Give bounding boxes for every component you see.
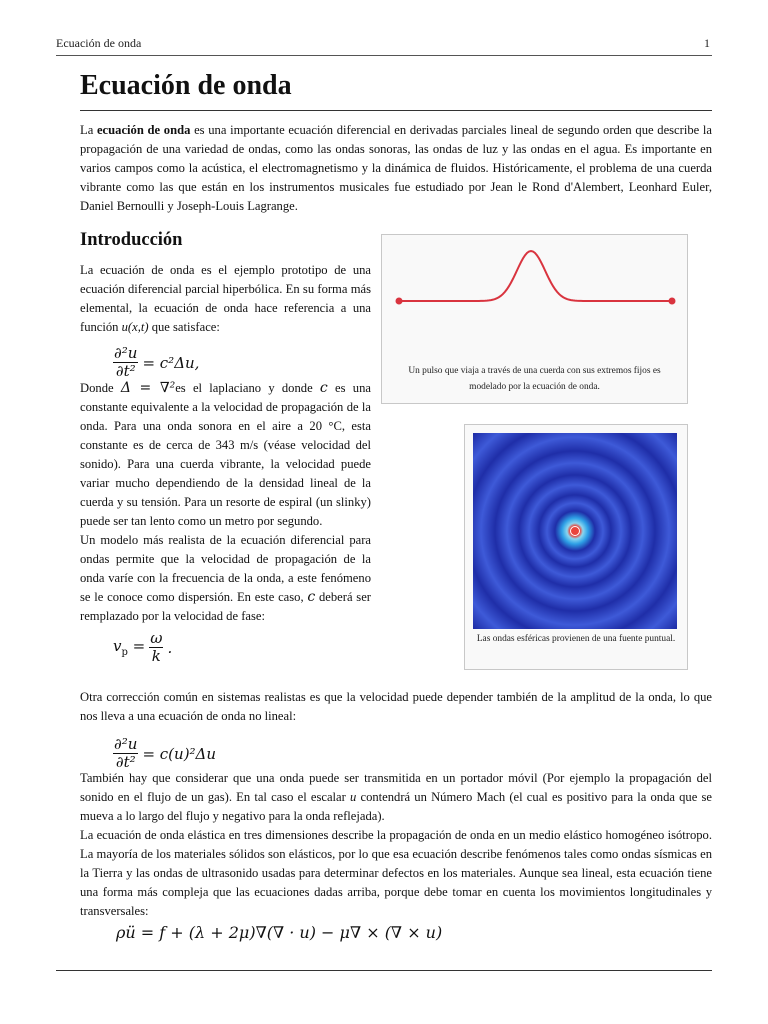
wave-equation [113, 344, 199, 380]
eq1-numerator: ∂²u [114, 344, 138, 362]
pulse-caption: Un pulso que viaja a través de una cuerda con sus extremos fijos es modelado por la ecuación de onda. [408, 366, 661, 392]
paragraph-elastic: La ecuación de onda elástica en tres dimensiones describe la propagación de onda en un medio elástico homogéneo isótropo. La mayoría de los materiales sólidos son elásticos, por lo que esa ecuación describe fenómenos tales como ondas sísmicas en la Tierra y las ondas de ultrasonido usadas para determinar defectos en los materiales. Aunque sea lineal, esta ecuación tiene una forma más compleja que las ecuaciones dadas arriba, porque debe tomar en cuenta los movimientos longitudinales y transversales: [80, 828, 712, 918]
p5-var: u [350, 790, 357, 804]
p5-a: También hay que considerar que una onda puede ser transmitida en un portador móvil (Por ejemplo la propagación del sonido en el flujo de un gas). En tal caso el escalar [80, 771, 712, 804]
elastic-wave-equation: ρü = f + (λ + 2μ)∇(∇ · u) − μ∇ × (∇ × u) [116, 923, 443, 942]
page-number: 1 [704, 36, 710, 50]
eq3-numerator: ∂²u [114, 735, 138, 753]
p5-b: contendrá un Número Mach (el cual es positivo para la onda que se mueva a lo largo del flujo y negativo para la onda reflejada). [80, 790, 712, 823]
section-heading-introduccion: Introducción [80, 230, 183, 250]
figure-pulse [381, 234, 688, 404]
p1-end: que satisface: [148, 320, 220, 334]
p3-text: Un modelo más realista de la ecuación diferencial para ondas permite que la velocidad de propagación de la onda varíe con la frecuencia de la onda, a este fenómeno se le conoce como dispersión. En este caso, [80, 533, 371, 604]
string-right-end [669, 298, 676, 305]
spherical-caption: Las ondas esféricas provienen de una fuente puntual. [476, 634, 676, 644]
eq1-rhs: = c²Δu, [142, 353, 200, 372]
eq2-end: . [167, 638, 173, 657]
eq2-numerator: ω [150, 629, 163, 647]
p2-math-laplacian: Δ = ∇² [120, 380, 176, 396]
intro-term: ecuación de onda [96, 123, 191, 137]
title-rule [80, 110, 712, 111]
page-title: Ecuación de onda [80, 70, 292, 101]
eq2-equals: = [127, 637, 146, 655]
string-curve [399, 251, 671, 301]
intro-text: es una importante ecuación diferencial en derivadas parciales lineal de segundo orden que describe la propagación de una variedad de ondas, como las ondas sonoras, las ondas de luz y las ondas en el agua. Es importante en varios campos como la acústica, el electromagnetismo y la dinámica de fluidos. Históricamente, el problema de una cuerda vibrante como las que están en los instrumentos musicales fue estudiado por Jean le Rond d'Alembert, Leonhard Euler, Daniel Bernoulli y Joseph-Louis Lagrange. [80, 123, 712, 213]
string-left-end [396, 298, 403, 305]
paragraph-dispersion [80, 531, 371, 626]
running-title: Ecuación de onda [56, 36, 142, 50]
p2-c: es una constante equivalente a la velocidad de propagación de la onda. Para una onda sonora en el aire a 20 °C, esta constante es de cerca de 343 m/s (véase velocidad del sonido). Para una cuerda vibrante, la velocidad puede variar mucho dependiendo de la densidad lineal de la cuerda y su tensión. Para un resorte de espiral (un slinky) puede ser tan lento como un metro por segundo. [80, 381, 371, 528]
paragraph-definition [80, 261, 371, 337]
p1-var: u(x,t) [121, 320, 149, 334]
p1-text: La ecuación de onda es el ejemplo prototipo de una ecuación diferencial parcial hiperbólica. En su forma más elemental, la ecuación de onda hace referencia a una función [80, 263, 371, 334]
p2-a: Donde [80, 381, 121, 395]
footer-rule [56, 970, 712, 971]
header-rule [56, 55, 712, 56]
paragraph-nonlinear: Otra corrección común en sistemas realistas es que la velocidad puede depender también de la amplitud de la onda, lo que nos lleva a una ecuación de onda no lineal: [80, 690, 712, 723]
eq3-denominator: ∂t² [115, 753, 136, 771]
nonlinear-wave-equation [113, 735, 216, 771]
point-source [570, 526, 580, 536]
p2-b: es el laplaciano y donde [175, 381, 320, 395]
eq1-fraction [113, 345, 138, 380]
paragraph-mobile-carrier [80, 769, 712, 826]
p3-math-c: c [307, 589, 316, 605]
eq2-denominator: k [151, 647, 161, 665]
intro-paragraph [80, 121, 712, 216]
p3-end: deberá ser remplazado por la velocidad de fase: [80, 590, 371, 623]
intro-lead: La [80, 123, 97, 137]
eq2-subscript: p [121, 647, 128, 658]
eq3-rhs: = c(u)²Δu [142, 744, 217, 763]
eq2-fraction [149, 630, 163, 665]
eq2-lhs: v [113, 637, 122, 655]
eq1-denominator: ∂t² [115, 362, 136, 380]
spherical-wave-image [473, 433, 677, 629]
eq3-fraction [113, 736, 138, 771]
pulse-string-image [388, 241, 681, 361]
paragraph-laplacian [80, 379, 371, 531]
p2-math-c: c [319, 380, 328, 396]
figure-spherical-waves [464, 424, 688, 670]
phase-velocity-equation [113, 630, 172, 665]
